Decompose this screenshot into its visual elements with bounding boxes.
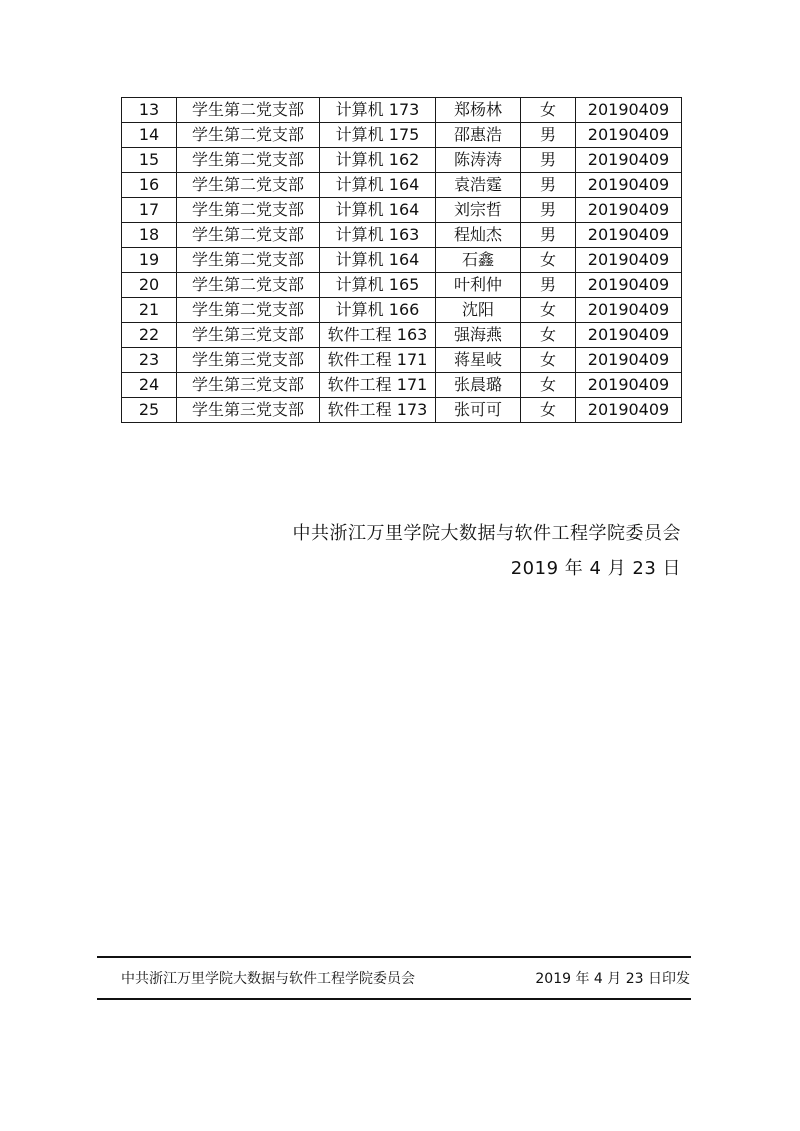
- class-cell: 计算机 165: [320, 273, 436, 298]
- student-name-cell: 强海燕: [436, 323, 521, 348]
- student-name-cell: 陈涛涛: [436, 148, 521, 173]
- student-name-cell: 邵惠浩: [436, 123, 521, 148]
- table-row: [122, 173, 682, 198]
- row-number-cell: 18: [122, 223, 177, 248]
- row-number-cell: 14: [122, 123, 177, 148]
- party-branch-cell: 学生第三党支部: [177, 373, 320, 398]
- class-cell: 计算机 166: [320, 298, 436, 323]
- date-cell: 20190409: [576, 298, 682, 323]
- student-name-cell: 张晨璐: [436, 373, 521, 398]
- student-name-cell: 袁浩霆: [436, 173, 521, 198]
- row-number-cell: 17: [122, 198, 177, 223]
- date-cell: 20190409: [576, 348, 682, 373]
- row-number-cell: 15: [122, 148, 177, 173]
- gender-cell: 男: [521, 173, 576, 198]
- gender-cell: 男: [521, 223, 576, 248]
- table-row: [122, 273, 682, 298]
- student-name-cell: 叶利仲: [436, 273, 521, 298]
- class-cell: 计算机 164: [320, 173, 436, 198]
- class-cell: 软件工程 171: [320, 348, 436, 373]
- table-row: [122, 98, 682, 123]
- member-roster-table: [121, 97, 682, 423]
- table-row: [122, 223, 682, 248]
- class-cell: 软件工程 173: [320, 398, 436, 423]
- class-cell: 计算机 163: [320, 223, 436, 248]
- class-cell: 计算机 164: [320, 248, 436, 273]
- date-cell: 20190409: [576, 173, 682, 198]
- party-branch-cell: 学生第二党支部: [177, 198, 320, 223]
- row-number-cell: 23: [122, 348, 177, 373]
- party-branch-cell: 学生第二党支部: [177, 248, 320, 273]
- table-row: [122, 323, 682, 348]
- party-branch-cell: 学生第二党支部: [177, 223, 320, 248]
- table-row: [122, 148, 682, 173]
- roster-body: [122, 98, 682, 423]
- date-cell: 20190409: [576, 223, 682, 248]
- class-cell: 计算机 175: [320, 123, 436, 148]
- class-cell: 软件工程 171: [320, 373, 436, 398]
- party-branch-cell: 学生第三党支部: [177, 398, 320, 423]
- student-name-cell: 沈阳: [436, 298, 521, 323]
- student-name-cell: 蒋星岐: [436, 348, 521, 373]
- class-cell: 计算机 173: [320, 98, 436, 123]
- row-number-cell: 25: [122, 398, 177, 423]
- date-cell: 20190409: [576, 323, 682, 348]
- class-cell: 软件工程 163: [320, 323, 436, 348]
- party-branch-cell: 学生第二党支部: [177, 273, 320, 298]
- footer-top-rule: [97, 956, 691, 958]
- footer-organization: 中共浙江万里学院大数据与软件工程学院委员会: [121, 971, 415, 987]
- gender-cell: 女: [521, 323, 576, 348]
- table-row: [122, 248, 682, 273]
- row-number-cell: 20: [122, 273, 177, 298]
- class-cell: 计算机 162: [320, 148, 436, 173]
- footer-issue-date: 2019 年 4 月 23 日印发: [535, 971, 690, 987]
- gender-cell: 女: [521, 373, 576, 398]
- student-name-cell: 程灿杰: [436, 223, 521, 248]
- gender-cell: 女: [521, 398, 576, 423]
- party-branch-cell: 学生第二党支部: [177, 173, 320, 198]
- signature-organization: 中共浙江万里学院大数据与软件工程学院委员会: [292, 523, 681, 544]
- date-cell: 20190409: [576, 373, 682, 398]
- gender-cell: 女: [521, 298, 576, 323]
- student-name-cell: 刘宗哲: [436, 198, 521, 223]
- table-row: [122, 398, 682, 423]
- table-row: [122, 298, 682, 323]
- gender-cell: 女: [521, 248, 576, 273]
- class-cell: 计算机 164: [320, 198, 436, 223]
- date-cell: 20190409: [576, 248, 682, 273]
- table-row: [122, 123, 682, 148]
- gender-cell: 女: [521, 98, 576, 123]
- signature-date: 2019 年 4 月 23 日: [510, 558, 681, 579]
- table-row: [122, 348, 682, 373]
- student-name-cell: 郑杨林: [436, 98, 521, 123]
- gender-cell: 男: [521, 148, 576, 173]
- gender-cell: 男: [521, 198, 576, 223]
- date-cell: 20190409: [576, 198, 682, 223]
- gender-cell: 女: [521, 348, 576, 373]
- student-name-cell: 张可可: [436, 398, 521, 423]
- row-number-cell: 22: [122, 323, 177, 348]
- party-branch-cell: 学生第三党支部: [177, 348, 320, 373]
- date-cell: 20190409: [576, 123, 682, 148]
- row-number-cell: 24: [122, 373, 177, 398]
- party-branch-cell: 学生第二党支部: [177, 148, 320, 173]
- footer-bottom-rule: [97, 998, 691, 1000]
- party-branch-cell: 学生第二党支部: [177, 98, 320, 123]
- date-cell: 20190409: [576, 148, 682, 173]
- table-row: [122, 198, 682, 223]
- row-number-cell: 13: [122, 98, 177, 123]
- date-cell: 20190409: [576, 273, 682, 298]
- date-cell: 20190409: [576, 98, 682, 123]
- party-branch-cell: 学生第二党支部: [177, 123, 320, 148]
- table-row: [122, 373, 682, 398]
- row-number-cell: 19: [122, 248, 177, 273]
- gender-cell: 男: [521, 123, 576, 148]
- row-number-cell: 16: [122, 173, 177, 198]
- party-branch-cell: 学生第三党支部: [177, 323, 320, 348]
- date-cell: 20190409: [576, 398, 682, 423]
- gender-cell: 男: [521, 273, 576, 298]
- student-name-cell: 石鑫: [436, 248, 521, 273]
- row-number-cell: 21: [122, 298, 177, 323]
- party-branch-cell: 学生第二党支部: [177, 298, 320, 323]
